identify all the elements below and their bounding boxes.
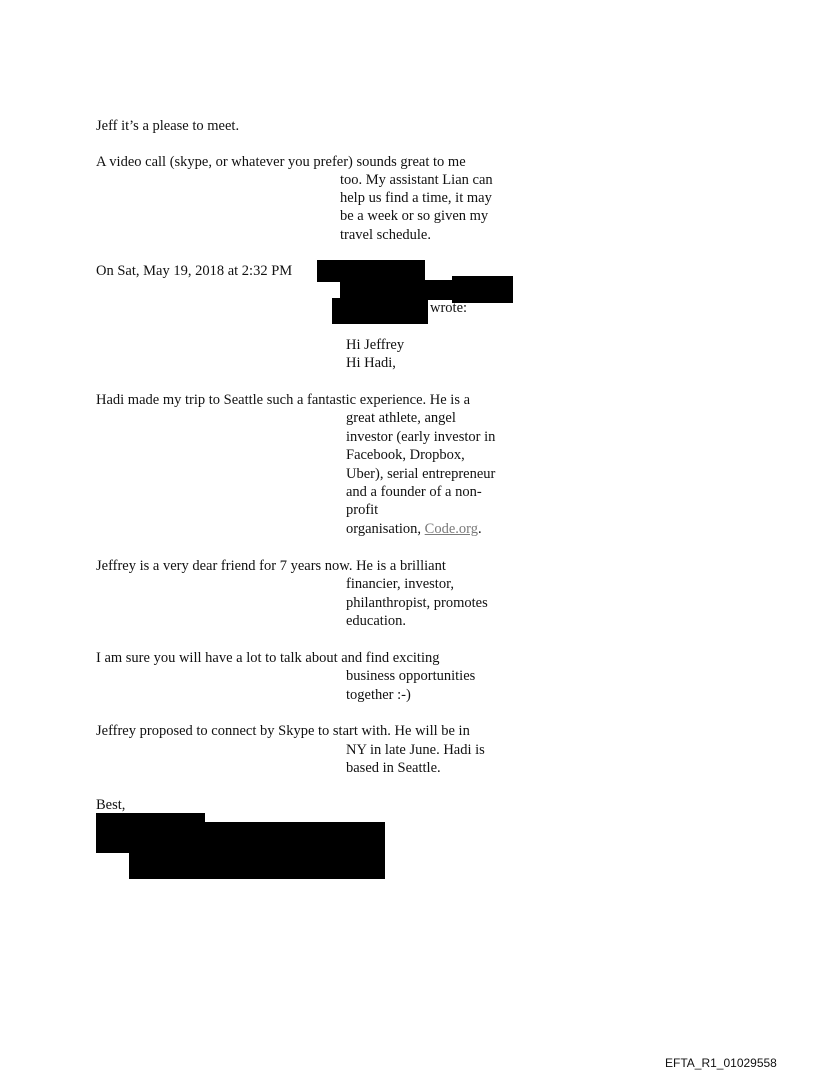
paragraph-line: great athlete, angel — [346, 410, 456, 426]
paragraph-line: education. — [346, 613, 406, 629]
paragraph-line: and a founder of a non- — [346, 484, 482, 500]
redaction-box — [129, 853, 385, 879]
reply-line: help us find a time, it may — [340, 190, 492, 206]
reply-line: travel schedule. — [340, 227, 431, 243]
redaction-box — [205, 822, 385, 853]
paragraph-line-prefix: organisation, — [346, 521, 425, 537]
code-org-link[interactable]: Code.org — [424, 521, 478, 537]
paragraph-line: financier, investor, — [346, 576, 454, 592]
reply-line: A video call (skype, or whatever you prefer) sounds great to me — [96, 154, 466, 170]
paragraph-line: Uber), serial entrepreneur — [346, 466, 496, 482]
reply-line: too. My assistant Lian can — [340, 172, 493, 188]
paragraph-line: Facebook, Dropbox, — [346, 447, 465, 463]
paragraph-line: Jeffrey proposed to connect by Skype to start with. He will be in — [96, 723, 470, 739]
bates-number: EFTA_R1_01029558 — [665, 1056, 777, 1070]
paragraph-line: philanthropist, promotes — [346, 595, 488, 611]
paragraph-line — [346, 520, 482, 538]
paragraph-line: together :-) — [346, 687, 411, 703]
redaction-box — [96, 813, 205, 853]
redaction-box — [332, 298, 428, 324]
salutation-line: Hi Hadi, — [346, 355, 396, 371]
reply-line: be a week or so given my — [340, 208, 489, 224]
quote-wrote-text: wrote: — [430, 300, 468, 316]
paragraph-line: business opportunities — [346, 668, 476, 684]
redaction-box — [340, 280, 452, 300]
paragraph-line: Hadi made my trip to Seattle such a fantastic experience. He is a — [96, 392, 471, 408]
paragraph-line: based in Seattle. — [346, 760, 441, 776]
paragraph-line: NY in late June. Hadi is — [346, 742, 485, 758]
paragraph-line: profit — [346, 502, 379, 518]
paragraph-line: I am sure you will have a lot to talk about and find exciting — [96, 650, 440, 666]
paragraph-line: Jeffrey is a very dear friend for 7 years now. He is a brilliant — [96, 558, 446, 574]
paragraph-line: investor (early investor in — [346, 429, 496, 445]
redaction-box — [317, 260, 425, 282]
salutation-line: Hi Jeffrey — [346, 337, 405, 353]
quote-date-text: On Sat, May 19, 2018 at 2:32 PM — [96, 263, 293, 279]
greeting-text: Jeff it’s a please to meet. — [96, 118, 240, 134]
paragraph-line-suffix: . — [477, 521, 482, 537]
closing-text: Best, — [96, 797, 126, 813]
